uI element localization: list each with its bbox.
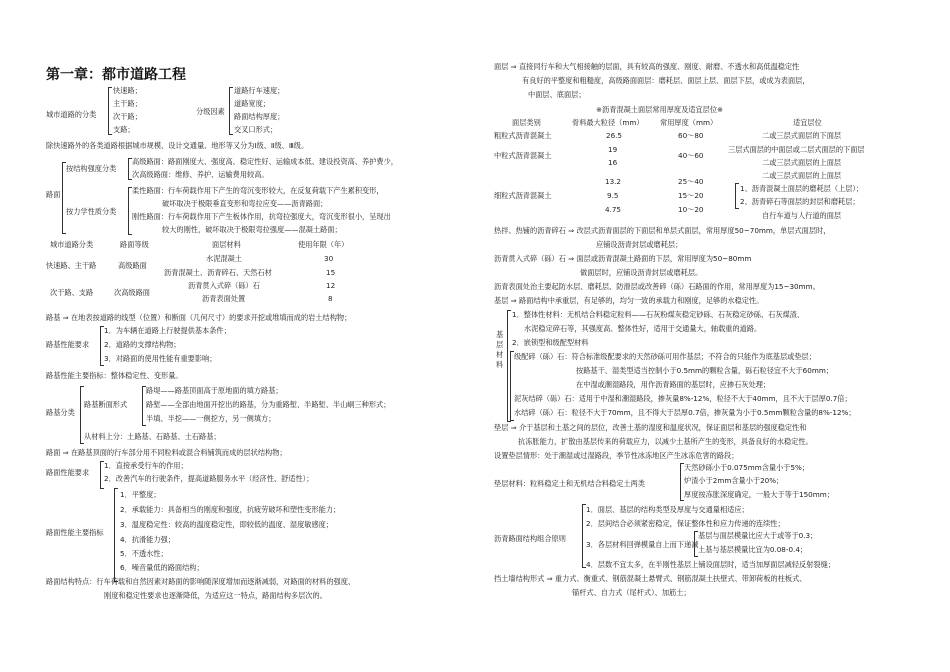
penetration-text: 沥青贯入式碎（砾）石 ⇒ 面层或沥青混凝土路面的下层，常用厚度为50~80mm bbox=[494, 254, 752, 263]
pavement-index-label: 路面性能主要指标 bbox=[46, 528, 104, 537]
surface-treatment-text: 沥青表面处治主要起防水层、磨耗层、防滑层或改善碎（砾）石路面的作用，常用厚度为15~30mm。 bbox=[494, 282, 820, 291]
cushion-text: 抗冻胀能力，扩散由基层传来的荷载应力，以减少土基所产生的变形，具备良好的水稳定性。 bbox=[518, 437, 813, 446]
table2-cell: 9.5 bbox=[607, 191, 619, 200]
brace bbox=[735, 183, 739, 209]
table2-caption: ※沥青混凝土面层常用厚度及适宜层位※ bbox=[596, 105, 724, 114]
table1-cell: 8 bbox=[328, 294, 333, 303]
penetration-text: 做面层时，应铺设沥青封层或磨耗层。 bbox=[580, 268, 703, 277]
pavement-index-item: 3．温度稳定性：较高的温度稳定性，即较低的温度、湿度敏感度； bbox=[120, 520, 334, 529]
base-material-text: 水泥稳定碎石等，其强度高、整体性好，适用于交通量大，轴载重的道路。 bbox=[524, 324, 762, 333]
principle-label: 沥青路面结构组合原则 bbox=[494, 534, 566, 543]
table2-cell: 60～80 bbox=[678, 131, 704, 140]
cushion-material-item: 天然砂砾小于0.075mm含量小于5%； bbox=[684, 463, 810, 472]
table1-header: 路面等级 bbox=[120, 240, 149, 249]
principle-item: 3．各层材料回弹模量自上而下递减 bbox=[586, 540, 699, 549]
principle-item: 4．层数不宜太多，在半刚性基层上铺设面层时，适当加厚面层减轻反射裂缝； bbox=[586, 560, 835, 569]
table2-cell: 二或三层式面层的上面层 bbox=[762, 158, 842, 167]
chapter-title: 第一章：都市道路工程 bbox=[46, 66, 186, 82]
classify-item: 次干路； bbox=[113, 112, 142, 121]
cushion-material-item: 厚度按冻胀深度确定，一般大于等于150mm； bbox=[684, 490, 834, 499]
pavement-index-item: 6．噪音量低的路面结构； bbox=[120, 563, 204, 572]
principle-item: 2．层间结合必须紧密稳定，保证整体性和应力传递的连续性； bbox=[586, 519, 785, 528]
table1-header: 城市道路分类 bbox=[50, 240, 94, 249]
table2-cell: 25～40 bbox=[678, 177, 704, 186]
table2-cell: 10～20 bbox=[678, 205, 704, 214]
pavement-index-item: 1．平整度； bbox=[120, 490, 161, 499]
table1-cell: 沥青表面处置 bbox=[202, 294, 246, 303]
table1-cell: 次干路、支路 bbox=[50, 288, 94, 297]
table2-cell: 13.2 bbox=[605, 177, 622, 186]
cushion-material-label: 垫层材料：粒料稳定土和无机结合料稳定土两类 bbox=[494, 479, 645, 488]
table1-cell: 高级路面 bbox=[118, 261, 147, 270]
principle-item: 1．面层、基层的结构类型及厚度与交通量相适应； bbox=[586, 505, 749, 514]
principle-item: 基层与面层模量比应大于或等于0.3； bbox=[698, 531, 818, 540]
table1-cell: 15 bbox=[326, 268, 336, 277]
base-material-text: 1．整体性材料：无机结合料稳定粒料——石灰粉煤灰稳定砂砾、石灰稳定砂砾、石灰煤渣、 bbox=[512, 310, 805, 319]
table2-cell: 粗粒式沥青混凝土 bbox=[494, 131, 552, 140]
table2-cell: 40～60 bbox=[678, 151, 704, 160]
cushion-text: 垫层 ⇒ 介于基层和土基之间的层位，改善土基的湿度和温度状况，保证面层和基层的强度稳定性和 bbox=[494, 423, 807, 432]
pavement-text: 次高级路面：维修、养护、运输费用较高。 bbox=[132, 170, 269, 179]
pavement-index-item: 4．抗滑能力强； bbox=[120, 535, 175, 544]
classify-item: 快速路； bbox=[113, 86, 142, 95]
table2-header: 骨料最大粒径（mm） bbox=[572, 118, 644, 127]
pavement-perf-item: 2．改善汽车的行驶条件，提高道路服务水平（经济性、舒适性）； bbox=[104, 474, 314, 483]
surface-text: 中面层、底面层； bbox=[528, 90, 586, 99]
factor-item: 交叉口形式； bbox=[234, 125, 278, 134]
table2-cell: 三层式面层的中面层或二层式面层的下面层 bbox=[728, 145, 865, 154]
strength-label: 按结构强度分类 bbox=[66, 164, 117, 173]
hot-mix-text: 应铺设沥青封层或磨耗层； bbox=[596, 240, 683, 249]
roadbed-perf-item: 3．对路面的使用性能有重要影响； bbox=[104, 354, 217, 363]
brace bbox=[229, 87, 233, 135]
table2-header: 适宜层位 bbox=[793, 118, 822, 127]
roadbed-class-label: 路基分类 bbox=[46, 408, 75, 417]
pavement-definition: 路面 ⇒ 在路基顶面的行车部分用不同粒料或混合料铺筑而成的层状结构物； bbox=[46, 448, 287, 457]
table2-cell: 中粒式沥青混凝土 bbox=[494, 151, 552, 160]
table2-cell: 15～20 bbox=[678, 191, 704, 200]
pavement-index-item: 2．承载能力：具备相当的刚度和强度，抗疲劳破坏和塑性变形能力； bbox=[120, 505, 341, 514]
table2-cell: 二或三层式面层的下面层 bbox=[762, 131, 842, 140]
brace bbox=[108, 87, 112, 135]
table2-cell: 16 bbox=[608, 158, 618, 167]
table2-cell: 19 bbox=[608, 145, 618, 154]
roadbed-main-index: 路基性能主要指标：整体稳定性、变形量。 bbox=[46, 371, 183, 380]
roadbed-material: 从材料上分：土路基、石路基、土石路基； bbox=[84, 432, 221, 441]
roadbed-class-item: 半填、半挖——一侧挖方，另一侧填方； bbox=[146, 414, 276, 423]
table2-cell: 1、沥青混凝土面层的磨耗层（上层）； bbox=[740, 184, 864, 193]
table2-cell: 自行车道与人行道的面层 bbox=[762, 211, 842, 220]
pavement-text: 刚性路面：行车荷载作用下产生板体作用，抗弯拉强度大，弯沉变形很小，呈现出 bbox=[132, 212, 391, 221]
section-label: 路基断面形式 bbox=[84, 400, 128, 409]
roadbed-perf-label: 路基性能要求 bbox=[46, 340, 90, 349]
table1-cell: 次高级路面 bbox=[114, 288, 150, 297]
table1-cell: 12 bbox=[326, 281, 336, 290]
structure-text: 路面结构特点：行车荷载和自然因素对路面的影响随深度增加而逐渐减弱，对路面的材料的强度、 bbox=[46, 577, 356, 586]
factor-label: 分级因素 bbox=[196, 107, 225, 116]
pavement-text: 柔性路面：行车荷载作用下产生的弯沉变形较大，在反复荷载下产生累积变形， bbox=[132, 186, 384, 195]
graded-text: 按路基干、湿类型适当控制小于0.5mm的颗粒含量，砾石粒径宜不大于60mm； bbox=[576, 366, 834, 375]
surface-text: 面层 ⇒ 直接同行车和大气相接触的层面，具有较高的强度、刚度、耐磨、不透水和高低温稳定性 bbox=[494, 62, 800, 71]
mechanics-label: 按力学性质分类 bbox=[66, 207, 117, 216]
roadbed-perf-item: 1．为车辆在道路上行驶提供基本条件； bbox=[104, 326, 231, 335]
cushion-material-item: 炉渣小于2mm含量小于20%； bbox=[684, 476, 784, 485]
classify-item: 支路； bbox=[113, 125, 135, 134]
pavement-index-item: 5．不透水性； bbox=[120, 549, 168, 558]
graded-text: 在中湿或潮湿路段，用作沥青路面的基层时，应掺石灰处理； bbox=[576, 380, 771, 389]
factor-item: 路面结构厚度； bbox=[234, 112, 285, 121]
table2-cell: 细粒式沥青混凝土 bbox=[494, 191, 552, 200]
classify-label: 城市道路的分类 bbox=[46, 110, 97, 119]
cushion-text: 设置垫层情形：处于潮湿或过湿路段，季节性冰冻地区产生冰冻危害的路段； bbox=[494, 451, 739, 460]
roadbed-class-item: 路堑——全部由地面开挖出的路基，分为重路堑、半路堑、半山峒三种形式； bbox=[146, 400, 391, 409]
table1-cell: 沥青贯入式碎（砾）石 bbox=[188, 281, 260, 290]
table1-cell: 30 bbox=[324, 254, 334, 263]
factor-item: 道路宽度； bbox=[234, 99, 270, 108]
roadbed-perf-item: 2．道路的支撑结构物； bbox=[104, 340, 181, 349]
retaining-wall-text: 锚杆式、自力式（尾杆式）、加筋土； bbox=[572, 588, 691, 597]
table2-header: 常用厚度（mm） bbox=[660, 118, 718, 127]
pavement-perf-label: 路面性能要求 bbox=[46, 468, 90, 477]
base-material-text: 2．嵌锁型和级配型材料 bbox=[512, 338, 589, 347]
graded-text: 级配碎（砾）石：符合标准级配要求的天然砂砾可用作基层；不符合的只能作为底基层或垫层； bbox=[514, 352, 816, 361]
graded-text: 泥灰结碎（砾）石：适用于中湿和潮湿路段，掺灰量8%-12%，粒径不大于40mm，且不大于层厚0.7倍； bbox=[514, 394, 852, 403]
graded-text: 水结碎（砾）石：粒径不大于70mm，且不得大于层厚0.7倍，掺灰量为小于0.5mm颗粒含量的8%-12%； bbox=[514, 408, 856, 417]
note-text: 除快速路外的各类道路根据城市规模、设计交通量、地形等又分为Ⅰ级、Ⅱ级、Ⅲ级。 bbox=[46, 141, 309, 150]
pavement-perf-item: 1．直接承受行车的作用； bbox=[104, 461, 188, 470]
table2-cell: 26.5 bbox=[606, 131, 623, 140]
table1-cell: 水泥混凝土 bbox=[206, 254, 242, 263]
table2-header: 面层类别 bbox=[512, 118, 541, 127]
roadbed-definition: 路基 ⇒ 在地表按道路的线型（位置）和断面（几何尺寸）的要求开挖或堆填而成的岩土结构物； bbox=[46, 313, 352, 322]
pavement-label: 路面 bbox=[46, 190, 61, 199]
roadbed-class-item: 路堤——路基顶面高于原地面的填方路基； bbox=[146, 386, 283, 395]
hot-mix-text: 热拌、热铺的沥青碎石 ⇒ 改层式沥青面层的下面层和单层式面层，常用厚度50~70mm，单层式面层时， bbox=[494, 226, 831, 235]
retaining-wall-text: 挡土墙结构形式 ⇒ 重力式、衡重式、钢筋混凝土悬臂式、钢筋混凝土扶壁式、带卸荷板的柱板式、 bbox=[494, 574, 807, 583]
principle-item: 土基与基层模量比宜为0.08-0.4； bbox=[698, 545, 808, 554]
base-material-label: 基层材料 bbox=[496, 330, 504, 370]
pavement-text: 较大的刚性，破坏取决于极限弯拉强度——混凝土路面； bbox=[162, 225, 342, 234]
base-text: 基层 ⇒ 路面结构中承重层，有足够的，均匀一致的承载力和刚度，足够的水稳定性。 bbox=[494, 296, 764, 305]
table1-cell: 快速路、主干路 bbox=[46, 261, 97, 270]
table2-cell: 二或三层式面层的上面层 bbox=[762, 171, 842, 180]
factor-item: 道路行车速度； bbox=[234, 86, 285, 95]
table2-cell: 2、沥青碎石等面层的封层和磨耗层； bbox=[740, 197, 860, 206]
table1-cell: 沥青混凝土、沥青碎石、天然石材 bbox=[164, 268, 272, 277]
brace bbox=[114, 488, 118, 582]
table1-header: 面层材料 bbox=[212, 240, 241, 249]
pavement-text: 高级路面：路面刚度大、强度高、稳定性好、运输成本低、建设投资高、养护费少， bbox=[132, 157, 398, 166]
table1-header: 使用年限（年） bbox=[298, 240, 349, 249]
table2-cell: 4.75 bbox=[605, 205, 622, 214]
classify-item: 主干路； bbox=[113, 99, 142, 108]
structure-text: 刚度和稳定性要求也逐渐降低，为适应这一特点，路面结构多层次的。 bbox=[104, 591, 327, 600]
pavement-text: 破坏取决于极限垂直变形和弯拉应变——沥青路面； bbox=[162, 199, 328, 208]
surface-text: 有良好的平整度和粗糙度，高级路面面层：磨耗层、面层上层、面层下层，或成为表面层， bbox=[522, 76, 810, 85]
